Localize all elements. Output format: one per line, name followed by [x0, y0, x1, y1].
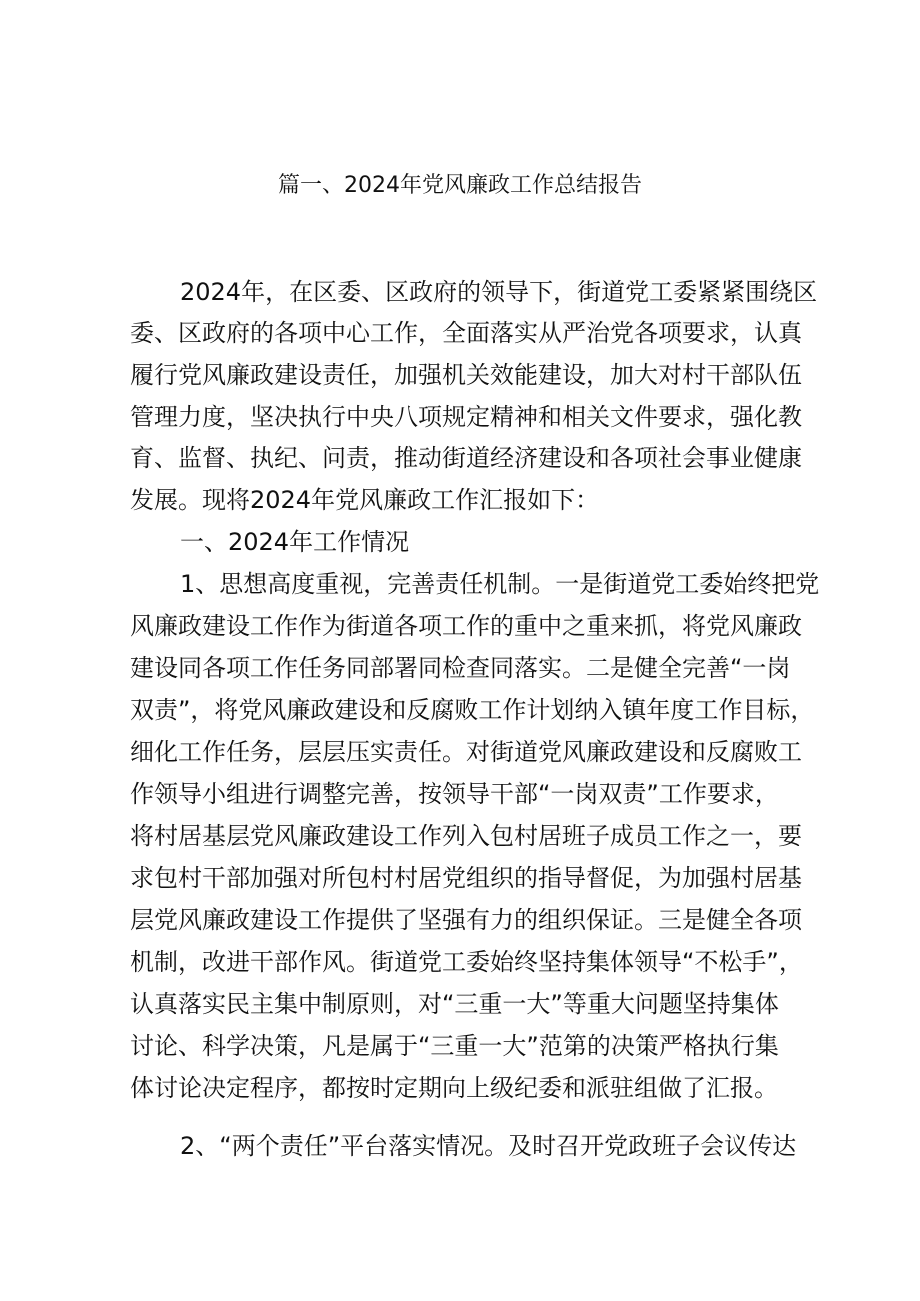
- paragraph-line: 讨论、科学决策，凡是属于“三重一大”范第的决策严格执行集: [130, 1032, 779, 1060]
- paragraph-line: 管理力度，坚决执行中央八项规定精神和相关文件要求，强化教: [130, 403, 802, 431]
- paragraph-line: 双责”，将党风廉政建设和反腐败工作计划纳入镇年度工作目标，: [130, 696, 815, 724]
- paragraph-line: 体讨论决定程序，都按时定期向上级纪委和派驻组做了汇报。: [130, 1074, 778, 1102]
- paragraph-line: 将村居基层党风廉政建设工作列入包村居班子成员工作之一，要: [130, 822, 802, 850]
- paragraph-line: 作领导小组进行调整完善，按领导干部“一岗双责”工作要求，: [130, 780, 779, 808]
- paragraph-line: 育、监督、执纪、问责，推动街道经济建设和各项社会事业健康: [130, 444, 802, 472]
- document-title: 篇一、2024年党风廉政工作总结报告: [278, 173, 642, 198]
- paragraph-line: 委、区政府的各项中心工作，全面落实从严治党各项要求，认真: [130, 319, 802, 347]
- paragraph-line: 层党风廉政建设工作提供了坚强有力的组织保证。三是健全各项: [130, 906, 802, 934]
- paragraph-line: 2、“两个责任”平台落实情况。及时召开党政班子会议传达: [180, 1132, 797, 1160]
- section-heading: 一、2024年工作情况: [180, 528, 410, 556]
- paragraph-line: 机制，改进干部作风。街道党工委始终坚持集体领导“不松手”，: [130, 948, 803, 976]
- paragraph-line: 建设同各项工作任务同部署同检查同落实。二是健全完善“一岗: [130, 654, 791, 682]
- paragraph-line: 履行党风廉政建设责任，加强机关效能建设，加大对村干部队伍: [130, 361, 802, 389]
- paragraph-line: 求包村干部加强对所包村村居党组织的指导督促，为加强村居基: [130, 864, 802, 892]
- paragraph-line: 发展。现将2024年党风廉政工作汇报如下：: [130, 486, 600, 514]
- paragraph-line: 1、思想高度重视，完善责任机制。一是街道党工委始终把党: [180, 570, 820, 598]
- paragraph-line: 认真落实民主集中制原则，对“三重一大”等重大问题坚持集体: [130, 990, 779, 1018]
- paragraph-line: 2024年，在区委、区政府的领导下，街道党工委紧紧围绕区: [180, 278, 818, 306]
- paragraph-line: 风廉政建设工作作为街道各项工作的重中之重来抓，将党风廉政: [130, 612, 802, 640]
- paragraph-line: 细化工作任务，层层压实责任。对街道党风廉政建设和反腐败工: [130, 738, 802, 766]
